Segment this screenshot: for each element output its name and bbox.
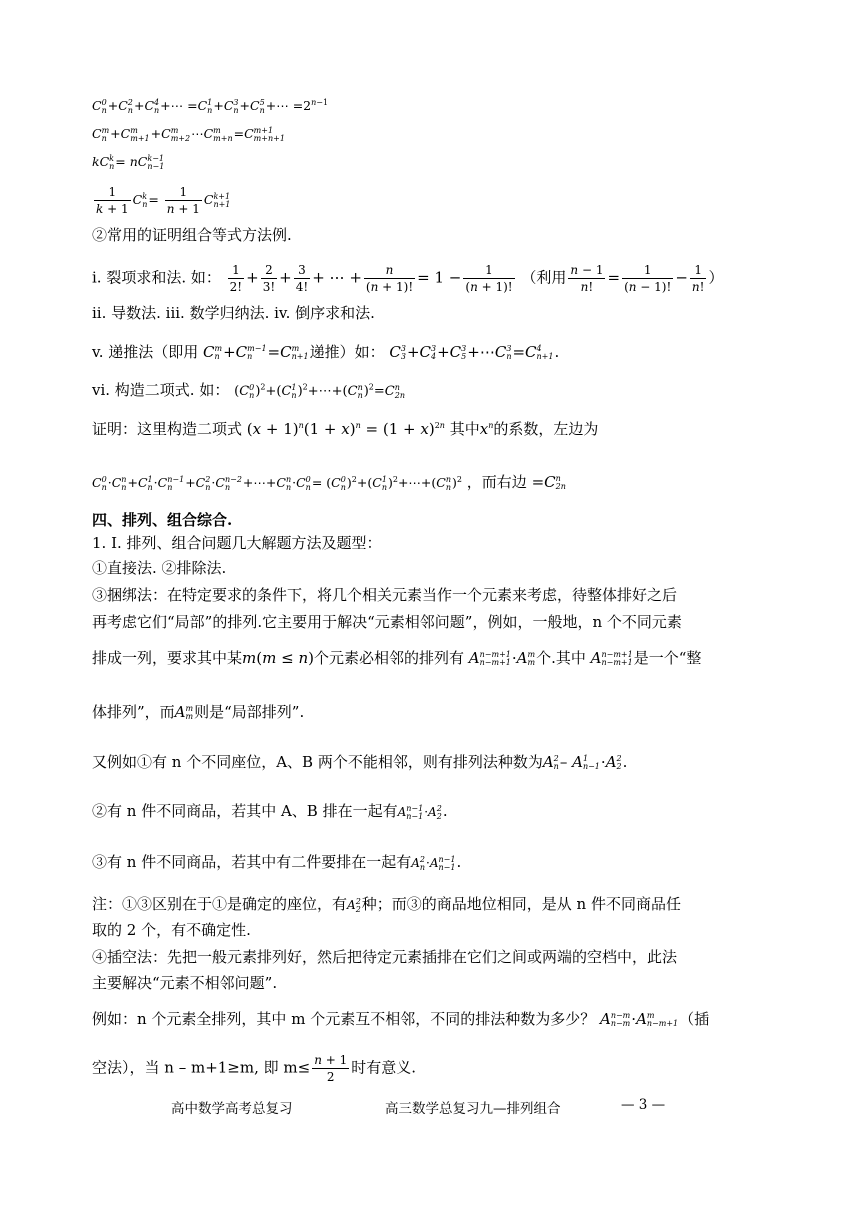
example-insert: 例如：n 个元素全排列，其中 m 个元素互不相邻，不同的排法种数为多少？ A n−m n−m ·A m n−m+1 （插 xyxy=(92,1010,710,1028)
item-vi: vi. 构造二项式. 如： (C 0 n )$^2$+(C 1 n )$^2$+⋯+(C n n )$^2$=C n 2n xyxy=(92,381,405,400)
example-goods-ab: ②有 n 件不同商品，若其中 A、B 排在一起有A n−1 n−1 ·A 2 2 . xyxy=(92,802,448,821)
example-seats: 又例如①有 n 个不同座位，A、B 两个不能相邻，则有排列法种数为A 2 n – A 1 n−1 ·A 2 2 . xyxy=(92,753,628,771)
page-number: — 3 — xyxy=(621,1097,666,1113)
section-heading-4: 四、排列、组合综合. xyxy=(92,511,233,529)
note-line2: 取的 2 个，有不确定性. xyxy=(92,921,251,939)
proof-line: 证明：这里构造二项式 $(x + 1)^n(1 + x)^n = (1 + x)^{2n}$ 其中$x^n$的系数，左边为 xyxy=(92,420,599,438)
item-ii-iii-iv: ii. 导数法. iii. 数学归纳法. iv. 倒序求和法. xyxy=(92,304,375,322)
bundle-method-line2: 再考虑它们“局部”的排列.它主要用于解决“元素相邻问题”，例如，一般地，n 个不同元素 xyxy=(92,613,682,631)
bundle-method-line1: ③捆绑法：在特定要求的条件下，将几个相关元素当作一个元素来考虑，待整体排好之后 xyxy=(92,586,678,604)
insert-method-line2: 主要解决“元素不相邻问题”. xyxy=(92,974,278,992)
bundle-method-line3: 排成一列，要求其中某m(m ≤ n)个元素必相邻的排列有 A n−m+1 n−m+1 ·A m m 个.其中 A n−m+1 n−m+1 是一个“整 xyxy=(92,649,702,667)
direct-exclusion: ①直接法. ②排除法. xyxy=(92,559,227,577)
example-insert-condition: 空法），当 n – m+1≥m, 即 m≤ $\frac{n + 1}{2}$ 时有意义. xyxy=(92,1053,417,1084)
methods-intro: 1. I. 排列、组合问题几大解题方法及题型： xyxy=(92,534,382,552)
note-line1: 注：①③区别在于①是确定的座位，有A 2 2 种；而③的商品地位相同，是从 n 件不同商品任 xyxy=(92,895,681,914)
formula-hockey-stick: C m n +C m m+1 +C m m+2 ⋯C m m+n =C m+1 m+n+1 xyxy=(92,125,285,143)
formula-absorption: kC k n = nC k−1 n−1 xyxy=(92,153,165,171)
formula-sum-parity: C 0 n +C 2 n +C 4 n +⋯ =C 1 n +C 3 n +C 5 n +⋯ $=2^{n-1}$ xyxy=(92,97,329,115)
example-goods-two: ③有 n 件不同商品，若其中有二件要排在一起有A 2 n ·A n−1 n−1 . xyxy=(92,853,462,872)
insert-method-line1: ④插空法：先把一般元素排列好，然后把待定元素插排在它们之间或两端的空档中，此法 xyxy=(92,948,678,966)
proof-left-side: C 0 n ·C n n +C 1 n ·C n−1 n +C 2 n ·C n−2 n +⋯+C n n ·C 0 n = (C 0 n )$^2$+(C 1 n )$^2$+⋯+(C n n )$^2$ ，而右边 =C n 2n xyxy=(92,473,566,492)
common-methods-heading: ②常用的证明组合等式方法例. xyxy=(92,226,292,244)
item-i: i. 裂项求和法. 如： $\frac{1}{2!}$ + $\frac{2}{3!}$ + $\frac{3}{4!}$ + ⋯ + $\frac{n}{(n + 1)!}$ = 1 − $\frac{1}{(n + 1)!}$ （利用 $\frac{n - 1}{n!}$ = $\frac{1}{(n - 1)!}$ − $\frac{1}{n!}$ ） xyxy=(92,263,724,294)
bundle-method-line4: 体排列”，而A m m 则是“局部排列”. xyxy=(92,703,305,721)
item-v: v. 递推法（即用 C m n +C m−1 n =C m n+1 递推）如： C 3 3 +C 3 4 +C 3 5 +⋯C 3 n =C 4 n+1 . xyxy=(92,343,560,361)
footer-left: 高中数学高考总复习 xyxy=(171,1101,293,1117)
formula-fraction-identity: $\frac{1}{k + 1}$ C k n = $\frac{1}{n + 1}$ C k+1 n+1 xyxy=(96,185,231,216)
footer-center: 高三数学总复习九—排列组合 xyxy=(385,1101,561,1117)
